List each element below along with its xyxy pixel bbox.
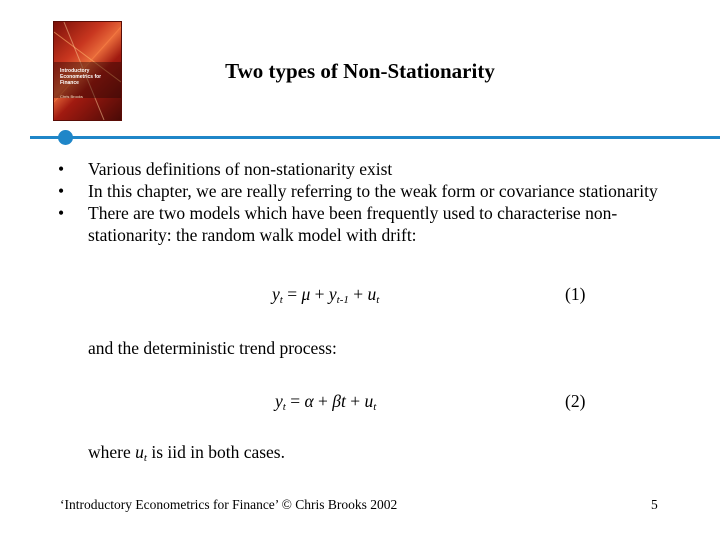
eq2-plus: + — [345, 391, 365, 411]
eq2-t: t — [341, 391, 346, 411]
trend-intro-text: and the deterministic trend process: — [88, 338, 337, 358]
bullet-text: There are two models which have been frequently used to characterise non-stationarity: the random walk model with drift: — [88, 203, 618, 245]
where-u-sub: t — [143, 452, 147, 464]
eq2-u: u — [364, 391, 374, 411]
bullet-list — [58, 158, 678, 246]
eq2-plus: + — [313, 391, 333, 411]
book-cover-image — [54, 22, 121, 120]
cover-author-text: Chris Brooks — [60, 94, 83, 99]
bullet-icon: • — [58, 181, 65, 201]
eq2-y-sub: t — [282, 401, 286, 413]
eq1-u-sub: t — [376, 294, 380, 306]
eq1-mu: μ — [301, 284, 311, 304]
rule-dot-icon — [58, 130, 73, 145]
bullet-text: Various definitions of non-stationarity exist — [88, 159, 393, 179]
bullet-item — [58, 202, 678, 246]
eq1-u: u — [367, 284, 377, 304]
equation-deterministic-trend — [275, 390, 376, 412]
bullet-icon: • — [58, 159, 65, 179]
bullet-item — [58, 180, 678, 202]
eq2-y: y — [275, 391, 283, 411]
eq1-plus: + — [348, 284, 368, 304]
eq1-y-lag-sub: t-1 — [336, 294, 349, 306]
eq1-equals: = — [282, 284, 302, 304]
eq1-plus: + — [310, 284, 329, 304]
bullet-item — [58, 158, 678, 180]
eq2-alpha: α — [304, 391, 314, 411]
where-pre: where — [88, 442, 136, 462]
footer-citation: ‘Introductory Econometrics for Finance’ © Chris Brooks 2002 — [60, 497, 398, 512]
slide-title: Two types of Non-Stationarity — [225, 59, 495, 83]
eq2-equals: = — [285, 391, 305, 411]
eq1-y: y — [272, 284, 280, 304]
page-number: 5 — [651, 497, 658, 512]
bullet-icon: • — [58, 203, 65, 223]
eq1-y-sub: t — [279, 294, 283, 306]
title-rule — [30, 136, 720, 139]
cover-title-text: Introductory Econometrics for Finance — [60, 68, 102, 86]
eq2-beta: β — [332, 391, 341, 411]
eq2-u-sub: t — [373, 401, 377, 413]
equation-number-2: (2) — [565, 391, 586, 411]
where-u: u — [135, 442, 144, 462]
where-clause — [88, 441, 285, 463]
where-post: is iid in both cases. — [146, 442, 285, 462]
bullet-text: In this chapter, we are really referring to the weak form or covariance stationarity — [88, 181, 658, 201]
equation-number-1: (1) — [565, 284, 586, 304]
eq1-y-lag: y — [328, 284, 337, 304]
equation-random-walk — [272, 283, 379, 305]
